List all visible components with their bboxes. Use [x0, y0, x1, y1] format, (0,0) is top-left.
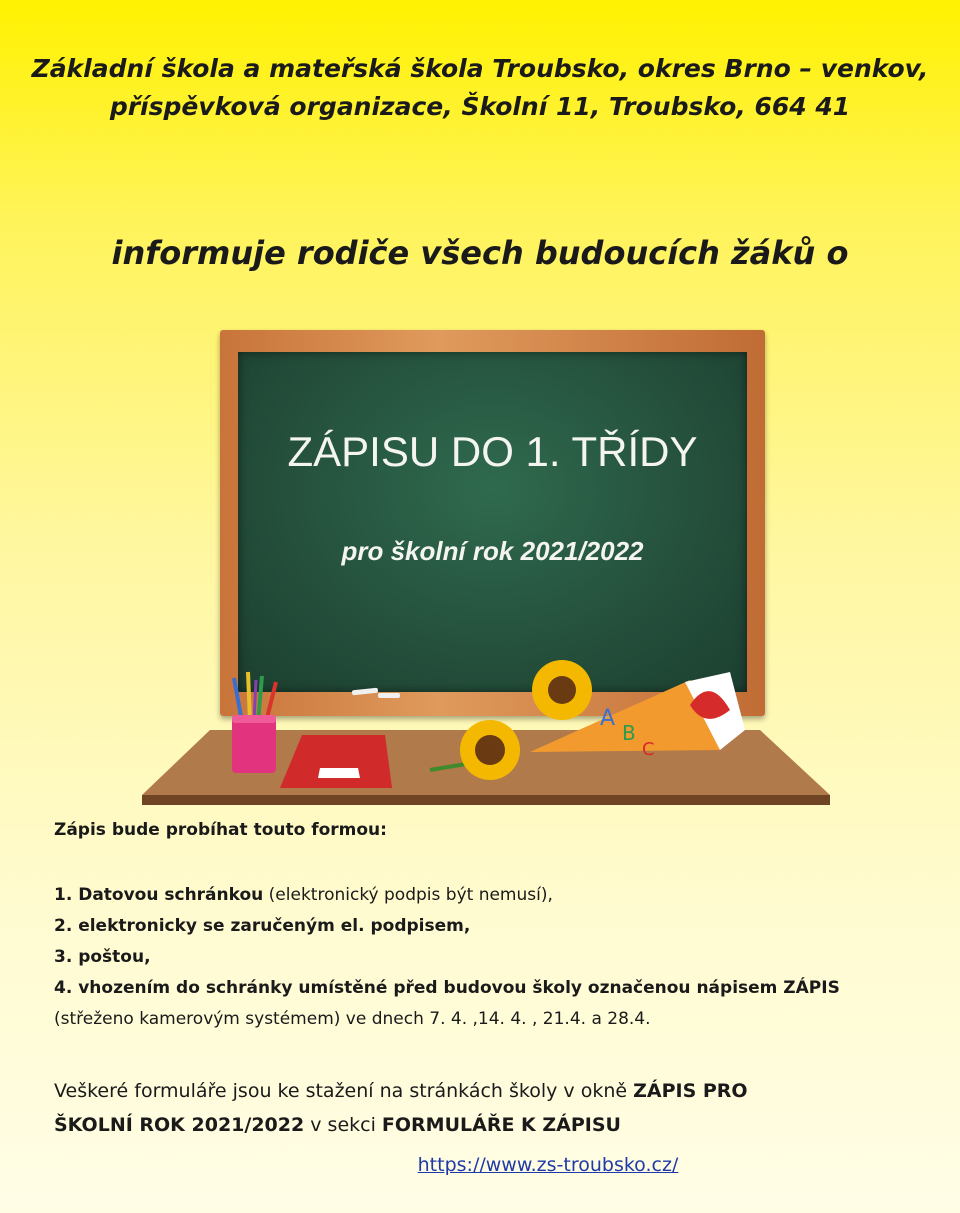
pencil-cup-icon: [232, 672, 276, 773]
cone-letter: C: [642, 739, 655, 760]
intro-text: Zápis bude probíhat touto formou:: [54, 820, 387, 840]
step-item: [54, 973, 924, 1004]
board-subtitle: pro školní rok 2021/2022: [341, 536, 644, 566]
desk-illustration: [130, 660, 840, 810]
step-item: [54, 880, 924, 911]
step-label: 1. Datovou schránkou: [54, 885, 264, 905]
school-name-line1: Základní škola a mateřská škola Troubsko, okres Brno – venkov,: [31, 54, 929, 83]
step-continuation: (střeženo kamerovým systémem) ve dnech 7. 4. ,14. 4. , 21.4. a 28.4.: [54, 1009, 651, 1029]
forms-text: v sekci: [304, 1114, 382, 1136]
forms-text: Veškeré formuláře jsou ke stažení na stránkách školy v okně: [54, 1080, 634, 1102]
cone-letter: A: [600, 706, 616, 731]
step-text: (elektronický podpis být nemusí),: [263, 885, 553, 905]
desk-edge: [142, 795, 830, 805]
subheading: informuje rodiče všech budoucích žáků o: [111, 234, 849, 272]
school-name-line2: příspěvková organizace, Školní 11, Troubsko, 664 41: [109, 92, 851, 121]
board-title: ZÁPISU DO 1. TŘÍDY: [287, 428, 698, 475]
steps-list: [54, 880, 924, 1035]
cone-letter: B: [622, 721, 636, 745]
forms-section: ŠKOLNÍ ROK 2021/2022: [54, 1114, 305, 1136]
forms-section: FORMULÁŘE K ZÁPISU: [381, 1114, 621, 1136]
step-label: 2. elektronicky se zaručeným el. podpisem,: [54, 916, 471, 936]
step-item: [54, 911, 924, 942]
forms-section: ZÁPIS PRO: [633, 1080, 748, 1102]
school-website-link[interactable]: https://www.zs-troubsko.cz/: [417, 1154, 679, 1176]
step-item: [54, 942, 924, 973]
step-label: 3. poštou,: [54, 947, 151, 967]
sunflower-icon: [532, 660, 592, 720]
chalkboard: [238, 352, 747, 692]
step-label: 4. vhozením do schránky umístěné před budovou školy označenou nápisem ZÁPIS: [54, 978, 840, 998]
forms-info: [54, 1074, 924, 1142]
